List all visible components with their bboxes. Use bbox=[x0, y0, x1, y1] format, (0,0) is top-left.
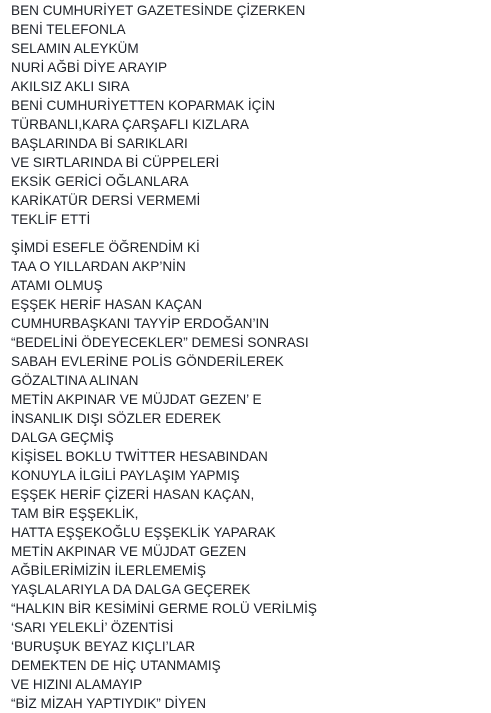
text-line: METİN AKPINAR VE MÜJDAT GEZEN’ E bbox=[11, 392, 262, 407]
post-body bbox=[11, 0, 486, 713]
text-line: SELAMIN ALEYKÜM bbox=[11, 41, 139, 56]
text-line: CUMHURBAŞKANI TAYYİP ERDOĞAN’IN bbox=[11, 316, 270, 331]
text-line: ‘SARI YELEKLİ’ ÖZENTİSİ bbox=[11, 620, 174, 635]
stanza-2 bbox=[11, 237, 486, 713]
text-line: ATAMI OLMUŞ bbox=[11, 278, 103, 293]
text-line: BENİ CUMHURİYETTEN KOPARMAK İÇİN bbox=[11, 98, 276, 113]
text-line: ‘BURUŞUK BEYAZ KIÇLI’LAR bbox=[11, 639, 196, 654]
text-line: “BİZ MİZAH YAPTIYDIK” DİYEN bbox=[11, 696, 207, 711]
stanza-1 bbox=[11, 0, 486, 229]
text-line: DALGA GEÇMİŞ bbox=[11, 430, 114, 445]
text-line: TÜRBANLI,KARA ÇARŞAFLI KIZLARA bbox=[11, 117, 249, 132]
text-line: “BEDELİNİ ÖDEYECEKLER” DEMESİ SONRASI bbox=[11, 335, 309, 350]
text-line: EŞŞEK HERİF ÇİZERİ HASAN KAÇAN, bbox=[11, 487, 255, 502]
text-line: METİN AKPINAR VE MÜJDAT GEZEN bbox=[11, 544, 247, 559]
text-line: EŞŞEK HERİF HASAN KAÇAN bbox=[11, 297, 203, 312]
text-line: TAM BİR EŞŞEKLİK, bbox=[11, 506, 139, 521]
text-line: BAŞLARINDA Bİ SARIKLARI bbox=[11, 136, 188, 151]
text-line: İNSANLIK DIŞI SÖZLER EDEREK bbox=[11, 411, 222, 426]
text-line: EKSİK GERİCİ OĞLANLARA bbox=[11, 174, 189, 189]
text-line: VE SIRTLARINDA Bİ CÜPPELERİ bbox=[11, 155, 220, 170]
text-line: BEN CUMHURİYET GAZETESİNDE ÇİZERKEN bbox=[11, 3, 306, 18]
text-line: AKILSIZ AKLI SIRA bbox=[11, 79, 130, 94]
text-line: DEMEKTEN DE HİÇ UTANMAMIŞ bbox=[11, 658, 221, 673]
text-line: KİŞİSEL BOKLU TWİTTER HESABINDAN bbox=[11, 449, 268, 464]
text-line: NURİ AĞBİ DİYE ARAYIP bbox=[11, 60, 168, 75]
text-line: BENİ TELEFONLA bbox=[11, 22, 126, 37]
text-line: KARİKATÜR DERSİ VERMEMİ bbox=[11, 193, 201, 208]
text-line: AĞBİLERİMİZİN İLERLEMEMİŞ bbox=[11, 563, 206, 578]
text-line: YAŞLALARIYLA DA DALGA GEÇEREK bbox=[11, 582, 251, 597]
text-line: “HALKIN BİR KESİMİNİ GERME ROLÜ VERİLMİŞ bbox=[11, 601, 317, 616]
text-line: TEKLİF ETTİ bbox=[11, 212, 91, 227]
text-line: KONUYLA İLGİLİ PAYLAŞIM YAPMIŞ bbox=[11, 468, 240, 483]
text-line: VE HIZINI ALAMAYIP bbox=[11, 677, 143, 692]
text-line: HATTA EŞŞEKOĞLU EŞŞEKLİK YAPARAK bbox=[11, 525, 276, 540]
text-line: TAA O YILLARDAN AKP’NİN bbox=[11, 259, 186, 274]
text-line: ŞİMDİ ESEFLE ÖĞRENDİM Kİ bbox=[11, 240, 200, 255]
text-line: GÖZALTINA ALINAN bbox=[11, 373, 139, 388]
text-line: SABAH EVLERİNE POLİS GÖNDERİLEREK bbox=[11, 354, 284, 369]
